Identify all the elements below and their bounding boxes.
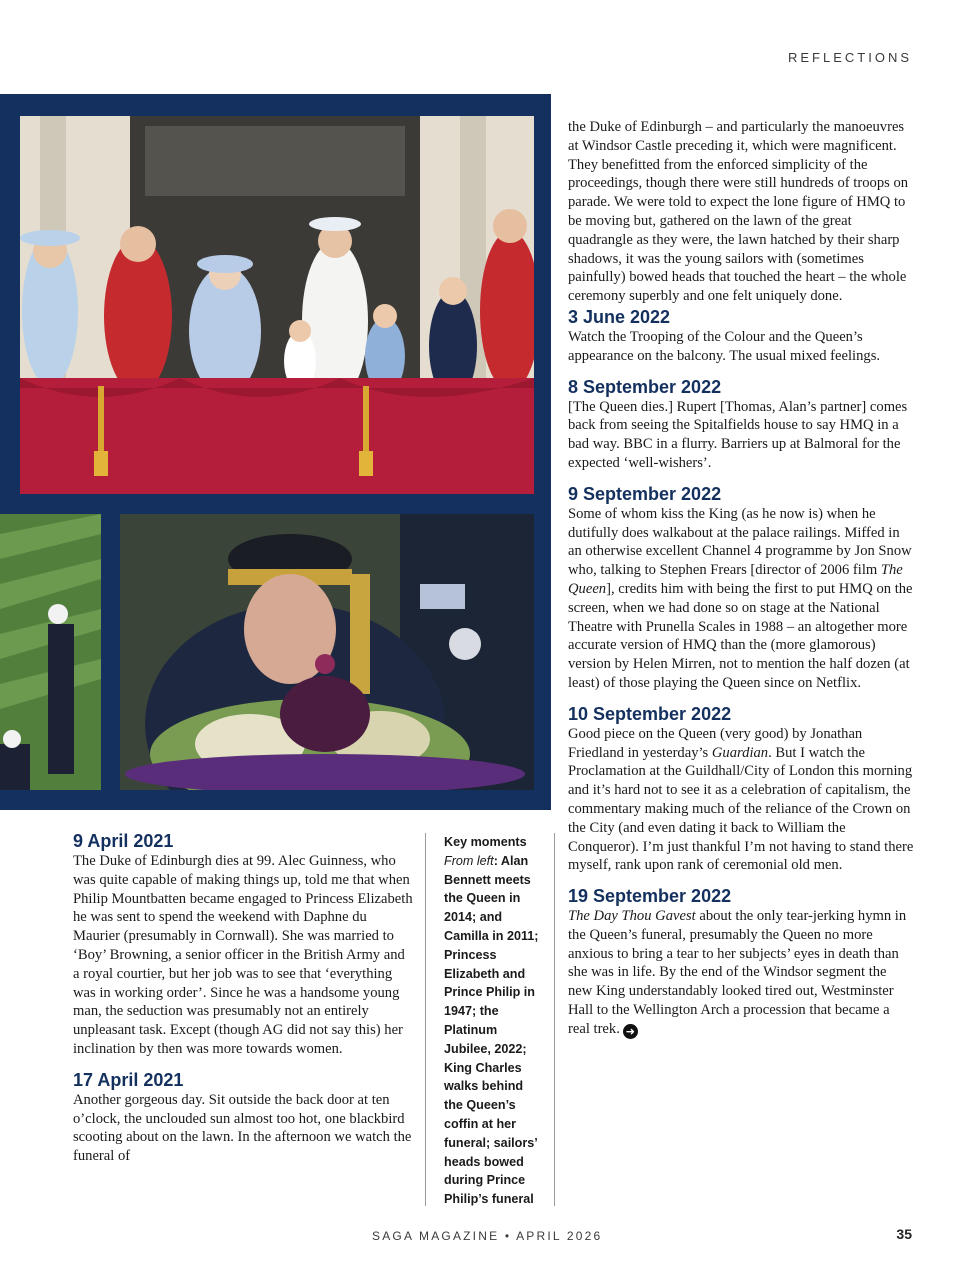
entry-text: Some of whom kiss the King (as he now is) when he dutifully does walkabout at the palace railings. Miffed in an otherwise excellent Channel 4 programme by Jon Snow who, talking to Stephen Frears [director of 2006 film The Queen], credits him with being the first to put HMQ on the screen, when we had done so on stage at the National Theatre with Prunella Scales in 1988 – an altogether more accurate version of HMQ than the (more glamorous) version by Helen Mirren, not to mention the half dozen (at least) of those playing the Queen since on Netflix. — [568, 505, 913, 691]
film-title: The Queen — [568, 562, 903, 597]
diary-entry — [73, 830, 413, 1059]
caption-lead: From left — [444, 853, 494, 868]
entry-text: [The Queen dies.] Rupert [Thomas, Alan’s partner] comes back from seeing the Spitalfields house to say HMQ in a bad way. BBC in a flurry. Barriers up at Balmoral for the expected ‘well-wishers’. — [568, 398, 908, 471]
column-divider — [554, 833, 555, 1206]
caption-text: : Alan Bennett meets the Queen in 2014; and Camilla in 2011; Princess Elizabeth and Prince Philip in 1947; the Platinum Jubilee, 2022; King Charles walks behind the Queen’s coffin at her funeral; sailors’ heads bowed during Prince Philip’s funeral — [444, 853, 539, 1207]
diary-entry — [568, 885, 914, 1039]
newspaper-title: Guardian — [711, 744, 769, 761]
entry-date: 8 September 2022 — [568, 376, 722, 397]
diary-entry — [73, 1069, 413, 1166]
entry-text: Another gorgeous day. Sit outside the back door at ten o’clock, the unclouded sun almost too hot, one blackbird scooting about on the lawn. In the afternoon we watch the funeral of — [73, 1091, 412, 1165]
diary-entry — [568, 483, 914, 693]
caption-heading: Key moments — [444, 835, 527, 849]
entry-date: 9 September 2022 — [568, 483, 722, 504]
section-label: REFLECTIONS — [787, 50, 912, 65]
diary-entry — [568, 306, 914, 366]
entry-text: The Duke of Edinburgh dies at 99. Alec Guinness, who was quite capable of making things up, told me that when Philip Mountbatten became engaged to Princess Elizabeth he was sent to spend the weekend with Daphne du Maurier (presumably in Cornwall). She was married to ‘Boy’ Browning, a senior officer in the British Army and a royal courtier, but her job was to see that ‘everything was in working order’. Since he was a handsome young man, the seduction was presumably not an entirely unpleasant task. Except (though AG did not say this) her inclination by then was more towards women. — [73, 853, 413, 1057]
entry-date: 19 September 2022 — [568, 886, 732, 907]
entry-text: The Day Thou Gavest about the only tear-jerking hymn in the Queen’s funeral, presumably the Queen no more anxious to bring a tear to her subjects’ eyes in death than she was in life. By the end of the Windsor segment the new King understandably looked tired out, Westminster Hall to the Wellington Arch a procession that became a real trek. ➜ — [568, 908, 907, 1038]
entry-date: 3 June 2022 — [568, 306, 671, 327]
footer-publication: SAGA MAGAZINE • APRIL 2026 — [372, 1229, 603, 1243]
hymn-title: The Day Thou Gavest — [568, 908, 696, 925]
entry-text: Watch the Trooping of the Colour and the Queen’s appearance on the balcony. The usual mixed feelings. — [568, 328, 881, 364]
arrow-right-circle-icon: ➜ — [623, 1024, 638, 1039]
entry-date: 10 September 2022 — [568, 703, 732, 724]
sailors-photo — [0, 514, 101, 790]
left-column — [73, 830, 413, 1176]
balcony-photo — [20, 116, 534, 494]
diary-entry — [568, 376, 914, 473]
column-divider — [425, 833, 426, 1206]
diary-entry — [568, 703, 914, 875]
intro-paragraph: the Duke of Edinburgh – and particularly the manoeuvres at Windsor Castle preceding it, which were magnificent. They benefitted from the enforced simplicity of the proceedings, though there were still hundreds of troops on parade. We were told to expect the lone figure of HMQ to be moving but, gathered on the lawn of the great quadrangle as they were, the lawn hatched by their sharp shadows, it was the young sailors with (sometimes painfully) bowed heads that touched the heart – the whole ceremony superbly and one felt uniquely done. — [568, 119, 909, 305]
right-column — [568, 118, 914, 1049]
entry-text: Good piece on the Queen (very good) by Jonathan Friedland in yesterday’s Guardian. But I watch the Proclamation at the Guildhall/City of London this morning and it’s hard not to see it as a celebration of capitalism, the commentary making much of the reliance of the Crown on the City (and even dating it back to William the Conqueror). I’m just thankful I’m not having to stand there myself, rank upon rank of ceremonial old men. — [568, 725, 914, 874]
entry-date: 9 April 2021 — [73, 831, 174, 851]
king-charles-photo — [120, 514, 534, 790]
photo-caption — [444, 833, 544, 1209]
entry-date: 17 April 2021 — [73, 1069, 184, 1090]
page-number: 35 — [896, 1226, 912, 1242]
